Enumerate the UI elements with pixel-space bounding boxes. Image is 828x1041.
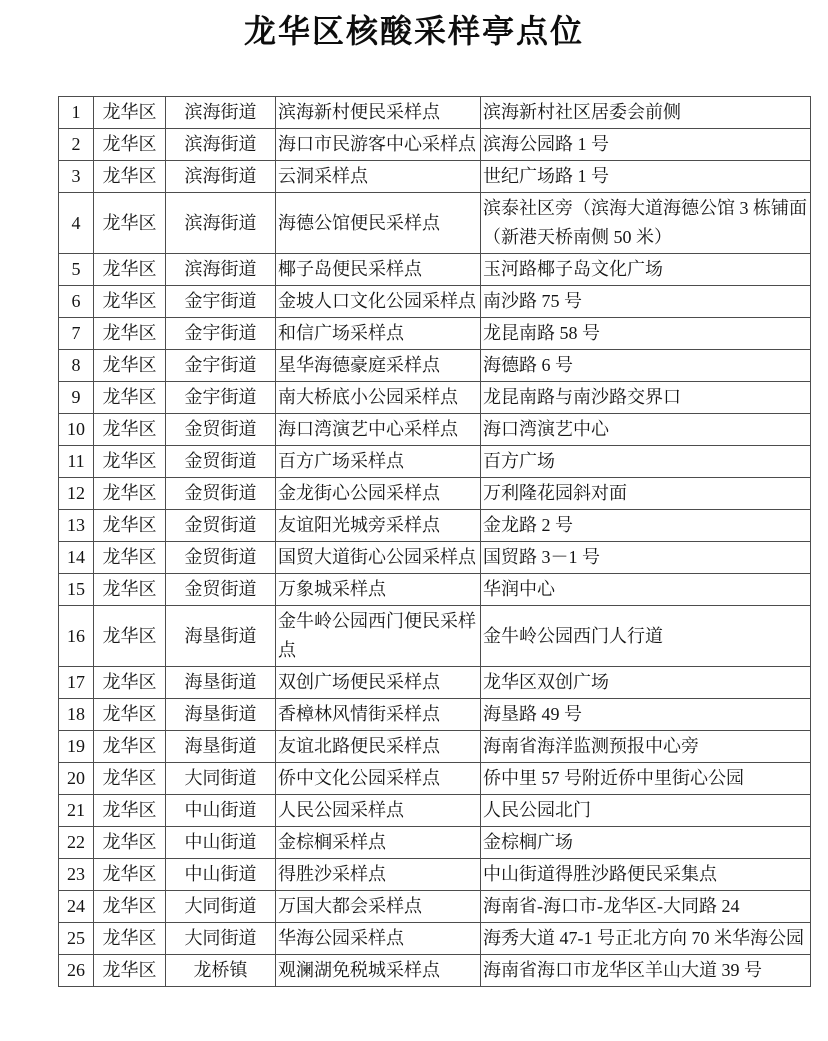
- table-row: [59, 350, 811, 382]
- cell-street: 金宇街道: [166, 318, 276, 350]
- cell-district: 龙华区: [94, 923, 166, 955]
- cell-street: 金贸街道: [166, 446, 276, 478]
- cell-no: 11: [59, 446, 94, 478]
- cell-address: 中山街道得胜沙路便民采集点: [481, 859, 811, 891]
- cell-district: 龙华区: [94, 731, 166, 763]
- cell-no: 20: [59, 763, 94, 795]
- cell-site: 滨海新村便民采样点: [276, 97, 481, 129]
- cell-site: 海德公馆便民采样点: [276, 193, 481, 254]
- cell-street: 大同街道: [166, 923, 276, 955]
- cell-no: 25: [59, 923, 94, 955]
- cell-district: 龙华区: [94, 414, 166, 446]
- cell-district: 龙华区: [94, 382, 166, 414]
- cell-no: 24: [59, 891, 94, 923]
- cell-district: 龙华区: [94, 795, 166, 827]
- cell-no: 6: [59, 286, 94, 318]
- cell-street: 海垦街道: [166, 731, 276, 763]
- cell-street: 金贸街道: [166, 574, 276, 606]
- table-row: [59, 510, 811, 542]
- cell-site: 华海公园采样点: [276, 923, 481, 955]
- cell-address: 滨海公园路 1 号: [481, 129, 811, 161]
- cell-site: 金龙街心公园采样点: [276, 478, 481, 510]
- cell-no: 26: [59, 955, 94, 987]
- cell-no: 8: [59, 350, 94, 382]
- cell-site: 海口市民游客中心采样点: [276, 129, 481, 161]
- cell-no: 5: [59, 254, 94, 286]
- cell-no: 4: [59, 193, 94, 254]
- cell-site: 海口湾演艺中心采样点: [276, 414, 481, 446]
- cell-address: 万利隆花园斜对面: [481, 478, 811, 510]
- cell-district: 龙华区: [94, 827, 166, 859]
- table-row: [59, 193, 811, 254]
- cell-site: 万国大都会采样点: [276, 891, 481, 923]
- cell-street: 金贸街道: [166, 510, 276, 542]
- cell-address: 金棕榈广场: [481, 827, 811, 859]
- cell-street: 滨海街道: [166, 97, 276, 129]
- page-title: 龙华区核酸采样亭点位: [243, 12, 584, 50]
- cell-district: 龙华区: [94, 478, 166, 510]
- cell-site: 友谊北路便民采样点: [276, 731, 481, 763]
- cell-street: 金贸街道: [166, 478, 276, 510]
- table-row: [59, 574, 811, 606]
- cell-district: 龙华区: [94, 350, 166, 382]
- cell-no: 22: [59, 827, 94, 859]
- cell-street: 海垦街道: [166, 606, 276, 667]
- cell-site: 金牛岭公园西门便民采样点: [276, 606, 481, 667]
- cell-district: 龙华区: [94, 542, 166, 574]
- cell-district: 龙华区: [94, 318, 166, 350]
- cell-street: 中山街道: [166, 859, 276, 891]
- cell-district: 龙华区: [94, 286, 166, 318]
- cell-site: 人民公园采样点: [276, 795, 481, 827]
- cell-address: 国贸路 3－1 号: [481, 542, 811, 574]
- cell-street: 大同街道: [166, 763, 276, 795]
- cell-address: 海南省海口市龙华区羊山大道 39 号: [481, 955, 811, 987]
- table-row: [59, 318, 811, 350]
- cell-district: 龙华区: [94, 510, 166, 542]
- cell-address: 南沙路 75 号: [481, 286, 811, 318]
- cell-address: 海南省-海口市-龙华区-大同路 24: [481, 891, 811, 923]
- cell-site: 云洞采样点: [276, 161, 481, 193]
- cell-district: 龙华区: [94, 129, 166, 161]
- table-body: [59, 97, 811, 987]
- cell-street: 海垦街道: [166, 699, 276, 731]
- table-row: [59, 97, 811, 129]
- cell-no: 23: [59, 859, 94, 891]
- table-row: [59, 161, 811, 193]
- cell-address: 人民公园北门: [481, 795, 811, 827]
- cell-address: 滨海新村社区居委会前侧: [481, 97, 811, 129]
- cell-no: 12: [59, 478, 94, 510]
- cell-address: 海垦路 49 号: [481, 699, 811, 731]
- table-row: [59, 859, 811, 891]
- cell-no: 7: [59, 318, 94, 350]
- cell-district: 龙华区: [94, 574, 166, 606]
- cell-address: 金牛岭公园西门人行道: [481, 606, 811, 667]
- cell-street: 中山街道: [166, 795, 276, 827]
- cell-site: 国贸大道街心公园采样点: [276, 542, 481, 574]
- table-row: [59, 731, 811, 763]
- table-row: [59, 478, 811, 510]
- cell-street: 滨海街道: [166, 161, 276, 193]
- cell-street: 滨海街道: [166, 193, 276, 254]
- cell-address: 龙华区双创广场: [481, 667, 811, 699]
- cell-street: 金宇街道: [166, 350, 276, 382]
- cell-address: 龙昆南路 58 号: [481, 318, 811, 350]
- cell-site: 百方广场采样点: [276, 446, 481, 478]
- cell-no: 1: [59, 97, 94, 129]
- cell-district: 龙华区: [94, 446, 166, 478]
- sampling-sites-table: [58, 96, 811, 987]
- cell-no: 3: [59, 161, 94, 193]
- cell-address: 海秀大道 47-1 号正北方向 70 米华海公园: [481, 923, 811, 955]
- cell-site: 和信广场采样点: [276, 318, 481, 350]
- cell-street: 大同街道: [166, 891, 276, 923]
- table-row: [59, 414, 811, 446]
- cell-address: 海德路 6 号: [481, 350, 811, 382]
- cell-district: 龙华区: [94, 161, 166, 193]
- table-row: [59, 699, 811, 731]
- cell-no: 10: [59, 414, 94, 446]
- cell-street: 金宇街道: [166, 286, 276, 318]
- cell-district: 龙华区: [94, 859, 166, 891]
- table-row: [59, 891, 811, 923]
- cell-site: 金棕榈采样点: [276, 827, 481, 859]
- cell-street: 滨海街道: [166, 254, 276, 286]
- cell-address: 海南省海洋监测预报中心旁: [481, 731, 811, 763]
- cell-street: 滨海街道: [166, 129, 276, 161]
- cell-street: 金宇街道: [166, 382, 276, 414]
- cell-site: 侨中文化公园采样点: [276, 763, 481, 795]
- cell-site: 南大桥底小公园采样点: [276, 382, 481, 414]
- table-row: [59, 827, 811, 859]
- cell-no: 19: [59, 731, 94, 763]
- table-row: [59, 763, 811, 795]
- table-row: [59, 606, 811, 667]
- table-row: [59, 795, 811, 827]
- table-row: [59, 286, 811, 318]
- cell-no: 15: [59, 574, 94, 606]
- cell-street: 金贸街道: [166, 542, 276, 574]
- cell-no: 9: [59, 382, 94, 414]
- cell-district: 龙华区: [94, 193, 166, 254]
- cell-site: 万象城采样点: [276, 574, 481, 606]
- cell-no: 13: [59, 510, 94, 542]
- table-row: [59, 542, 811, 574]
- cell-address: 侨中里 57 号附近侨中里街心公园: [481, 763, 811, 795]
- cell-address: 华润中心: [481, 574, 811, 606]
- cell-address: 滨泰社区旁（滨海大道海德公馆 3 栋铺面（新港天桥南侧 50 米）: [481, 193, 811, 254]
- cell-no: 17: [59, 667, 94, 699]
- cell-district: 龙华区: [94, 955, 166, 987]
- table-row: [59, 446, 811, 478]
- cell-district: 龙华区: [94, 891, 166, 923]
- cell-address: 世纪广场路 1 号: [481, 161, 811, 193]
- cell-address: 金龙路 2 号: [481, 510, 811, 542]
- cell-site: 金坡人口文化公园采样点: [276, 286, 481, 318]
- table-row: [59, 955, 811, 987]
- cell-site: 星华海德豪庭采样点: [276, 350, 481, 382]
- cell-street: 海垦街道: [166, 667, 276, 699]
- table-row: [59, 129, 811, 161]
- table-row: [59, 382, 811, 414]
- cell-district: 龙华区: [94, 254, 166, 286]
- cell-site: 观澜湖免税城采样点: [276, 955, 481, 987]
- cell-no: 2: [59, 129, 94, 161]
- cell-street: 龙桥镇: [166, 955, 276, 987]
- cell-address: 玉河路椰子岛文化广场: [481, 254, 811, 286]
- cell-site: 椰子岛便民采样点: [276, 254, 481, 286]
- cell-site: 香樟林风情街采样点: [276, 699, 481, 731]
- cell-district: 龙华区: [94, 97, 166, 129]
- table-row: [59, 667, 811, 699]
- cell-address: 百方广场: [481, 446, 811, 478]
- table-row: [59, 923, 811, 955]
- cell-no: 21: [59, 795, 94, 827]
- cell-district: 龙华区: [94, 606, 166, 667]
- cell-street: 中山街道: [166, 827, 276, 859]
- cell-address: 龙昆南路与南沙路交界口: [481, 382, 811, 414]
- cell-no: 16: [59, 606, 94, 667]
- cell-no: 18: [59, 699, 94, 731]
- cell-district: 龙华区: [94, 699, 166, 731]
- cell-address: 海口湾演艺中心: [481, 414, 811, 446]
- cell-site: 双创广场便民采样点: [276, 667, 481, 699]
- table-row: [59, 254, 811, 286]
- cell-site: 得胜沙采样点: [276, 859, 481, 891]
- cell-site: 友谊阳光城旁采样点: [276, 510, 481, 542]
- cell-street: 金贸街道: [166, 414, 276, 446]
- cell-no: 14: [59, 542, 94, 574]
- cell-district: 龙华区: [94, 667, 166, 699]
- cell-district: 龙华区: [94, 763, 166, 795]
